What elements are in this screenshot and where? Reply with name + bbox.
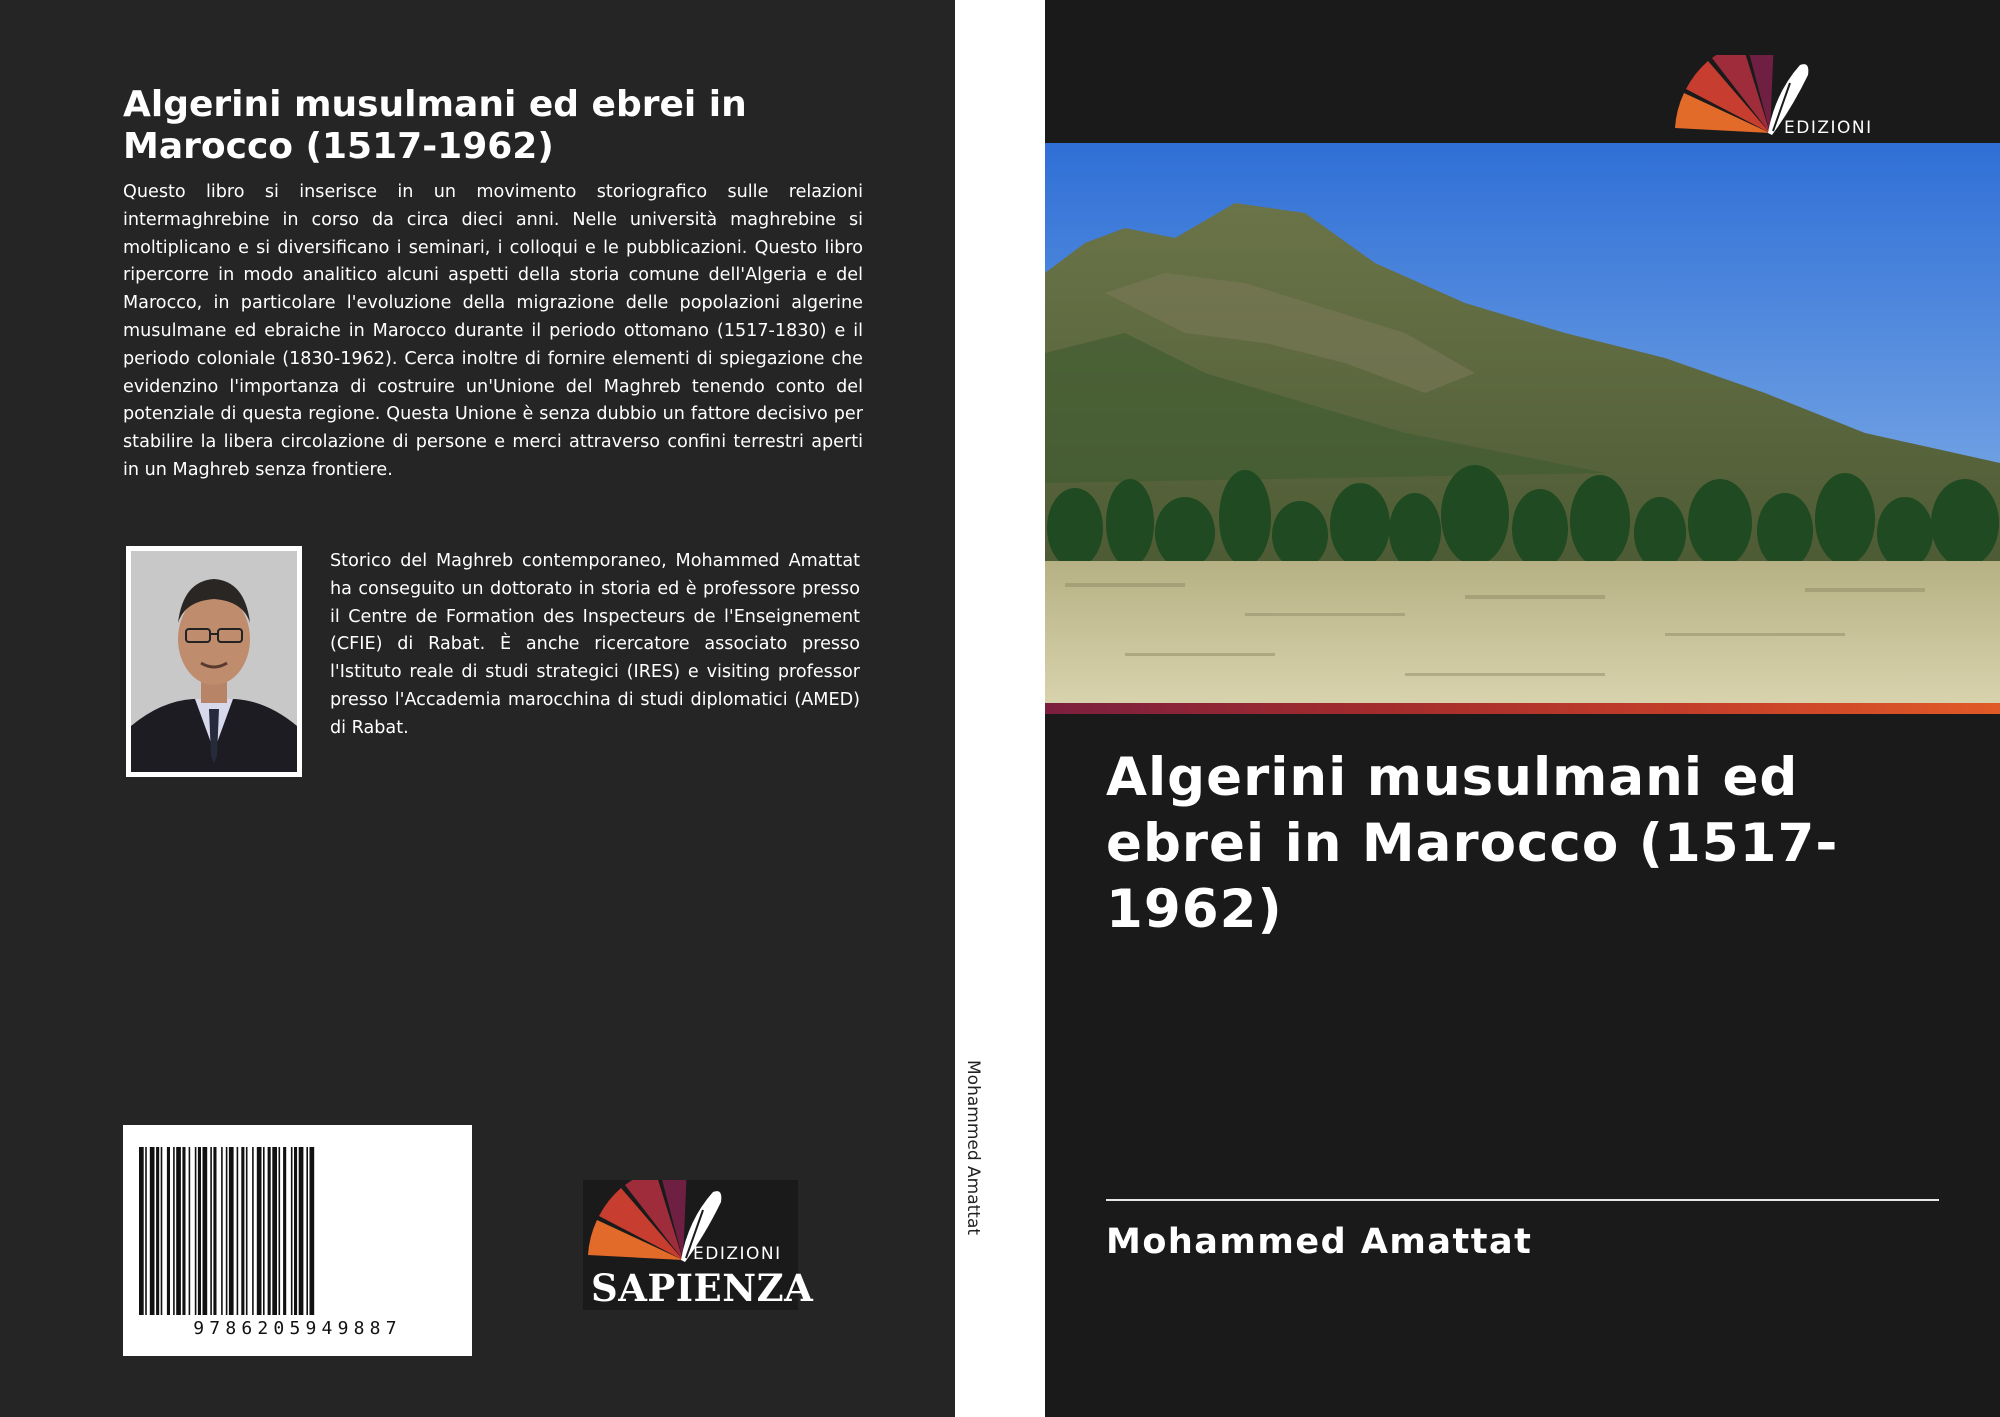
barcode-bar	[291, 1147, 293, 1315]
author-photo	[126, 546, 302, 777]
barcode-bar	[241, 1147, 244, 1315]
barcode-bar	[246, 1147, 248, 1315]
barcode-bar	[195, 1147, 197, 1315]
barcode-bar	[268, 1147, 271, 1315]
front-cover-author: Mohammed Amattat	[1106, 1222, 1533, 1262]
barcode-bar	[173, 1147, 175, 1315]
barcode-bar	[198, 1147, 201, 1315]
author-portrait-image	[131, 551, 297, 772]
spine-author: Mohammed Amattat	[963, 1060, 983, 1236]
barcode-bar	[237, 1147, 239, 1315]
cover-landscape-photo	[1045, 143, 2000, 705]
author-bio: Storico del Maghreb contemporaneo, Mohammed Amattat ha conseguito un dottorato in storia ed è professore presso il Centre de Formation des Inspecteurs de l'Enseignement (CFIE) di Rabat. È anche ricercatore associato presso l'Istituto reale di studi strategici (IRES) e visiting professor presso l'Accademia marocchina di studi diplomatici (AMED) di Rabat.	[330, 551, 860, 738]
isbn-barcode	[123, 1125, 472, 1356]
publisher-logo-back	[583, 1180, 814, 1310]
barcode-bar	[176, 1147, 181, 1315]
barcode-bar	[167, 1147, 170, 1315]
back-cover-blurb: Questo libro si inserisce in un movimento storiografico sulle relazioni intermaghrebine in corso da circa dieci anni. Nelle università maghrebine si moltiplicano e si diversificano i seminari, i colloqui e le pubblicazioni. Questo libro ripercorre in modo analitico alcuni aspetti della storia comune dell'Algeria e del Marocco, in particolare l'evoluzione della migrazione delle popolazioni algerine musulmane ed ebraiche in Marocco durante il periodo ottomano (1517-1830) e il periodo coloniale (1830-1962). Cerca inoltre di fornire elementi di spiegazione che evidenzino l'importanza di costruire un'Unione del Maghreb tenendo conto del potenziale di questa regione. Questa Unione è senza dubbio un fattore decisivo per stabilire la libera circolazione di persone e merci attraverso confini terrestri aperti in un Maghreb senza frontiere.	[123, 182, 863, 480]
barcode-bar	[145, 1147, 147, 1315]
barcode-bar	[252, 1147, 254, 1315]
barcode-bar	[310, 1147, 315, 1315]
publisher-line1: EDIZIONI	[1784, 118, 1873, 138]
barcode-bar	[229, 1147, 234, 1315]
isbn-digits: 9786205949887	[193, 1318, 402, 1339]
publisher-line2: SAPIENZA	[591, 1266, 814, 1310]
barcode-bar	[221, 1147, 223, 1315]
barcode-bars	[139, 1147, 456, 1315]
barcode-bar	[210, 1147, 212, 1315]
barcode-bar	[299, 1147, 304, 1315]
barcode-bar	[161, 1147, 163, 1315]
publisher-line1: EDIZIONI	[693, 1244, 782, 1264]
barcode-bar	[203, 1147, 208, 1315]
barcode-bar	[139, 1147, 144, 1315]
barcode-bar	[272, 1147, 277, 1315]
back-cover-title: Algerini musulmani ed ebrei in Marocco (1517-1962)	[123, 84, 747, 167]
title-divider	[1106, 1199, 1939, 1201]
barcode-bar	[306, 1147, 308, 1315]
barcode-bar	[283, 1147, 286, 1315]
barcode-bar	[150, 1147, 155, 1315]
barcode-bar	[213, 1147, 216, 1315]
barcode-bar	[294, 1147, 297, 1315]
front-cover-title: Algerini musulmani ed ebrei in Marocco (1517-1962)	[1106, 747, 1839, 940]
barcode-bar	[279, 1147, 281, 1315]
barcode-bar	[226, 1147, 228, 1315]
barcode-bar	[257, 1147, 262, 1315]
barcode-bar	[263, 1147, 265, 1315]
barcode-bar	[189, 1147, 191, 1315]
barcode-bar	[156, 1147, 159, 1315]
accent-stripe	[1045, 703, 2000, 714]
barcode-bar	[182, 1147, 185, 1315]
